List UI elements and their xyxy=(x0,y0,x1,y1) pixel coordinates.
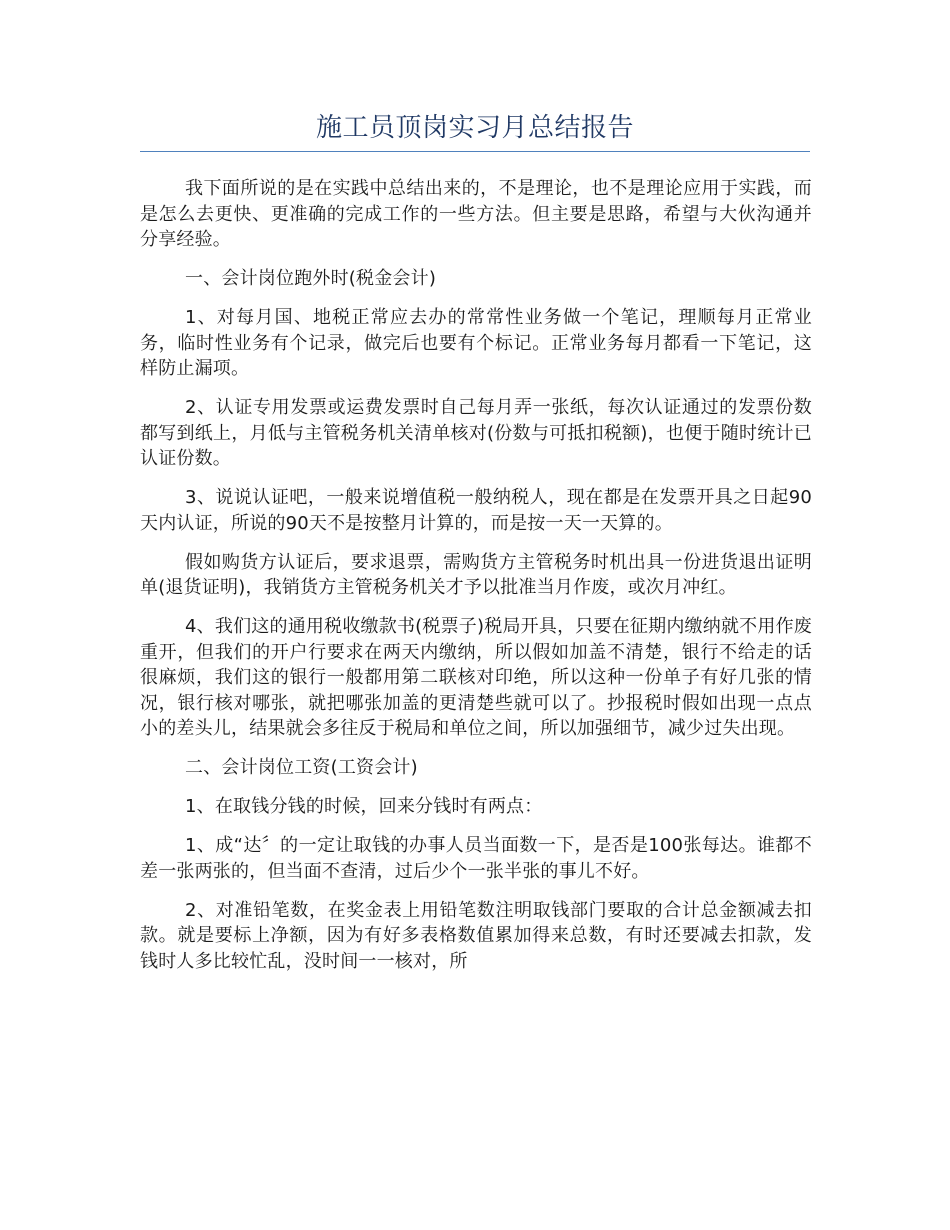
paragraph-item: 2、对准铅笔数，在奖金表上用铅笔数注明取钱部门要取的合计总金额减去扣款。就是要标上净额，因为有好多表格数值累加得来总数，有时还要减去扣款，发钱时人多比较忙乱，没时间一一核对，所 xyxy=(140,899,812,972)
paragraph-item: 假如购货方认证后，要求退票，需购货方主管税务时机出具一份进货退出证明单(退货证明)，我销货方主管税务机关才予以批准当月作废，或次月冲红。 xyxy=(140,551,812,598)
section-heading-payroll-accounting: 二、会计岗位工资(工资会计) xyxy=(185,757,418,778)
paragraph-item: 2、认证专用发票或运费发票时自己每月弄一张纸，每次认证通过的发票份数都写到纸上，月低与主管税务机关清单核对(份数与可抵扣税额)，也便于随时统计已认证份数。 xyxy=(140,397,812,469)
document-title: 施工员顶岗实习月总结报告 xyxy=(315,113,634,143)
paragraph-intro: 我下面所说的是在实践中总结出来的，不是理论，也不是理论应用于实践，而是怎么去更快、更准确的完成工作的一些方法。但主要是思路，希望与大伙沟通并分享经验。 xyxy=(140,178,812,250)
paragraph-item: 1、对每月国、地税正常应去办的常常性业务做一个笔记，理顺每月正常业务，临时性业务有个记录，做完后也要有个标记。正常业务每月都看一下笔记，这样防止漏项。 xyxy=(140,307,812,379)
paragraph-item: 1、成“达〞的一定让取钱的办事人员当面数一下，是否是100张每达。谁都不差一张两张的，但当面不查清，过后少个一张半张的事儿不好。 xyxy=(140,835,812,882)
paragraph-item: 3、说说认证吧，一般来说增值税一般纳税人，现在都是在发票开具之日起90天内认证，所说的90天不是按整月计算的，而是按一天一天算的。 xyxy=(140,487,812,534)
section-heading-tax-accounting: 一、会计岗位跑外时(税金会计) xyxy=(185,268,437,289)
paragraph-item: 4、我们这的通用税收缴款书(税票子)税局开具，只要在征期内缴纳就不用作废重开，但我们的开户行要求在两天内缴纳，所以假如加盖不清楚，银行不给走的话很麻烦，我们这的银行一般都用第二联核对印绝，所以这种一份单子有好几张的情况，银行核对哪张，就把哪张加盖的更清楚些就可以了。抄报税时假如出现一点点小的差头儿，结果就会多往反于税局和单位之间，所以加强细节，减少过失出现。 xyxy=(140,616,812,739)
document-body xyxy=(140,176,812,988)
paragraph-item: 1、在取钱分钱的时候，回来分钱时有两点： xyxy=(185,796,543,817)
title-underline xyxy=(140,151,810,152)
